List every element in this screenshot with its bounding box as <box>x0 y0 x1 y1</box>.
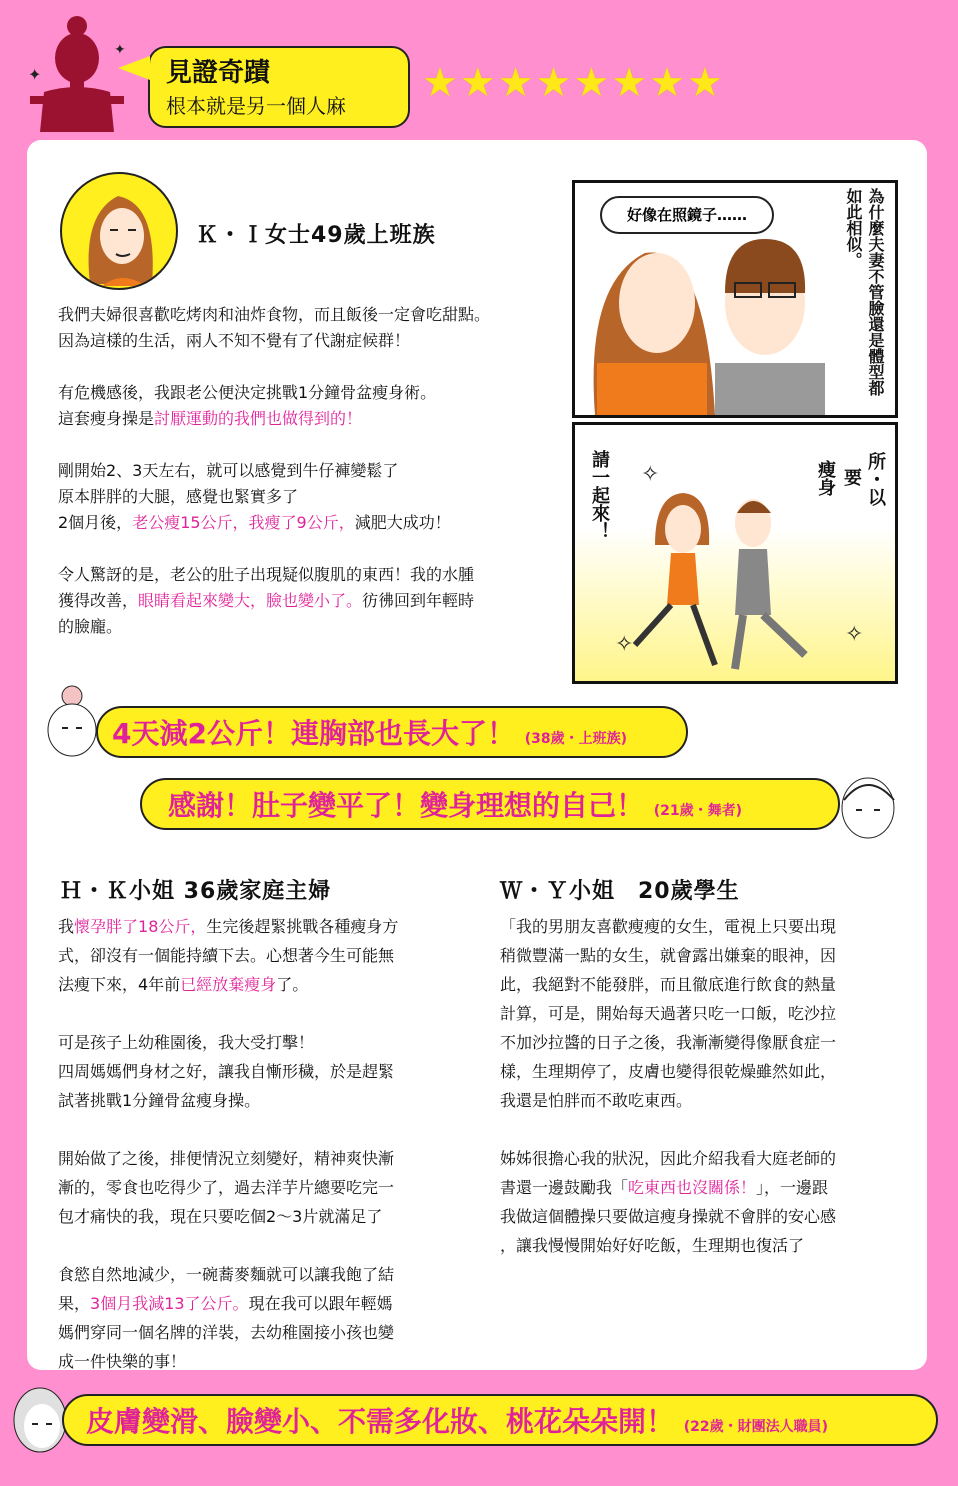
dancing-couple-icon <box>575 425 895 681</box>
ki-line: 原本胖胖的大腿，感覺也緊實多了 <box>58 487 299 506</box>
hk-name: Ｈ・Ｋ小姐 36歲家庭主婦 <box>60 879 332 904</box>
ki-line: 剛開始2、3天左右，就可以感覺到牛仔褲變鬆了 <box>58 461 399 480</box>
header-figure <box>22 12 132 132</box>
ki-story <box>58 302 558 640</box>
svg-text:✧: ✧ <box>615 632 634 657</box>
avatar-ki <box>60 172 178 290</box>
testimonial-3-meta: (22歲・財團法人職員) <box>683 1419 829 1435</box>
ki-line: 這套瘦身操是討厭運動的我們也做得到的！ <box>58 409 363 428</box>
comic-text-right-3: 瘦身 <box>815 460 836 496</box>
woman-face-icon <box>62 174 176 288</box>
ki-line: 令人驚訝的是，老公的肚子出現疑似腹肌的東西！我的水腫 <box>58 565 475 584</box>
wy-story: 「我的男朋友喜歡瘦瘦的女生，電視上只要出現 稍微豐滿一點的女生，就會露出嫌棄的眼神，因 此，我絕對不能發胖，而且徹底進行飲食的熱量 計算，可是，開始每天過著只吃一口飯，吃沙拉 不加沙拉醬的日子之後，我漸漸變得像厭食症一 樣，生理期停了，皮膚也變得很乾燥雖然如此， 我還是怕胖而不敢吃東西。 姊姊很擔心我的狀況，因此介紹我看大庭老師的 書還一邊鼓勵我「吃東西也沒關係！」，一邊跟 我做這個體操只要做這瘦身操就不會胖的安心感 ，讓我慢慢開始好好吃飯，生理期也復活了 <box>500 917 837 1255</box>
testimonial-3 <box>62 1394 938 1446</box>
avatar-t2 <box>836 770 900 844</box>
svg-text:✧: ✧ <box>641 462 660 487</box>
wy-name: Ｗ・Ｙ小姐 20歲學生 <box>500 879 740 904</box>
comic-side-text: 為什麼夫妻不管臉還是體型都如此相似。 <box>836 188 886 408</box>
testimonial-2-meta: (21歲・舞者) <box>653 803 743 819</box>
ki-line: 因為這樣的生活，兩人不知不覺有了代謝症候群！ <box>58 331 411 350</box>
header-subtitle: 根本就是另一個人麻 <box>166 94 346 118</box>
star-rating: ★★★★★★★★ <box>422 60 725 106</box>
ki-line: 的臉龐。 <box>58 617 123 636</box>
bubble-tail <box>118 56 150 80</box>
testimonial-1 <box>96 706 688 758</box>
testimonial-2 <box>140 778 840 830</box>
testimonial-1-meta: (38歲・上班族) <box>524 731 627 747</box>
testimonial-2-text: 感謝！肚子變平了！變身理想的自己！ <box>168 789 645 822</box>
woman-face-icon <box>42 684 102 764</box>
testimonial-3-text: 皮膚變滑、臉變小、不需多化妝、桃花朵朵開！ <box>86 1405 675 1438</box>
svg-text:✦: ✦ <box>114 42 126 58</box>
woman-silhouette-icon <box>22 12 132 132</box>
speech-bubble: 好像在照鏡子…… <box>600 196 774 234</box>
ki-line: 2個月後，老公瘦15公斤，我瘦了9公斤，減肥大成功！ <box>58 513 451 532</box>
ki-line: 我們夫婦很喜歡吃烤肉和油炸食物，而且飯後一定會吃甜點。 <box>58 305 491 324</box>
hk-story: 我懷孕胖了18公斤，生完後趕緊挑戰各種瘦身方 式，卻沒有一個能持續下去。心想著今生可能無 法瘦下來，4年前已經放棄瘦身了。 可是孩子上幼稚園後，我大受打擊！ 四周媽媽們身材之好，讓我自慚形穢，於是趕緊 試著挑戰1分鐘骨盆瘦身操。 開始做了之後，排便情況立刻變好，精神爽快漸 漸的，零食也吃得少了，過去洋芋片總要吃完一 包才痛快的我，現在只要吃個2〜3片就滿足了 食慾自然地減少，一碗蕎麥麵就可以讓我飽了結 果，3個月我減13了公斤。現在我可以跟年輕媽 媽們穿同一個名牌的洋裝，去幼稚園接小孩也變 成一件快樂的事！ <box>58 917 399 1371</box>
comic-text-right-2: 要 <box>841 468 862 486</box>
ki-name: Ｋ・Ｉ女士49歲上班族 <box>196 223 436 248</box>
testimonial-1-text: 4天減2公斤！連胸部也長大了！ <box>112 717 515 750</box>
comic-text-right-1: 所・以 <box>865 452 886 506</box>
woman-face-icon <box>836 770 900 844</box>
comic-text-left: 請一起來！ <box>589 450 610 540</box>
svg-text:✦: ✦ <box>28 65 42 84</box>
header-title: 見證奇蹟 <box>166 58 271 88</box>
ki-line: 獲得改善，眼睛看起來變大，臉也變小了。彷彿回到年輕時 <box>58 591 475 610</box>
comic-panel-bottom <box>572 422 898 684</box>
svg-text:✧: ✧ <box>845 622 864 647</box>
ki-line: 有危機感後，我跟老公便決定挑戰1分鐘骨盆瘦身術。 <box>58 383 437 402</box>
avatar-t1 <box>42 684 102 764</box>
